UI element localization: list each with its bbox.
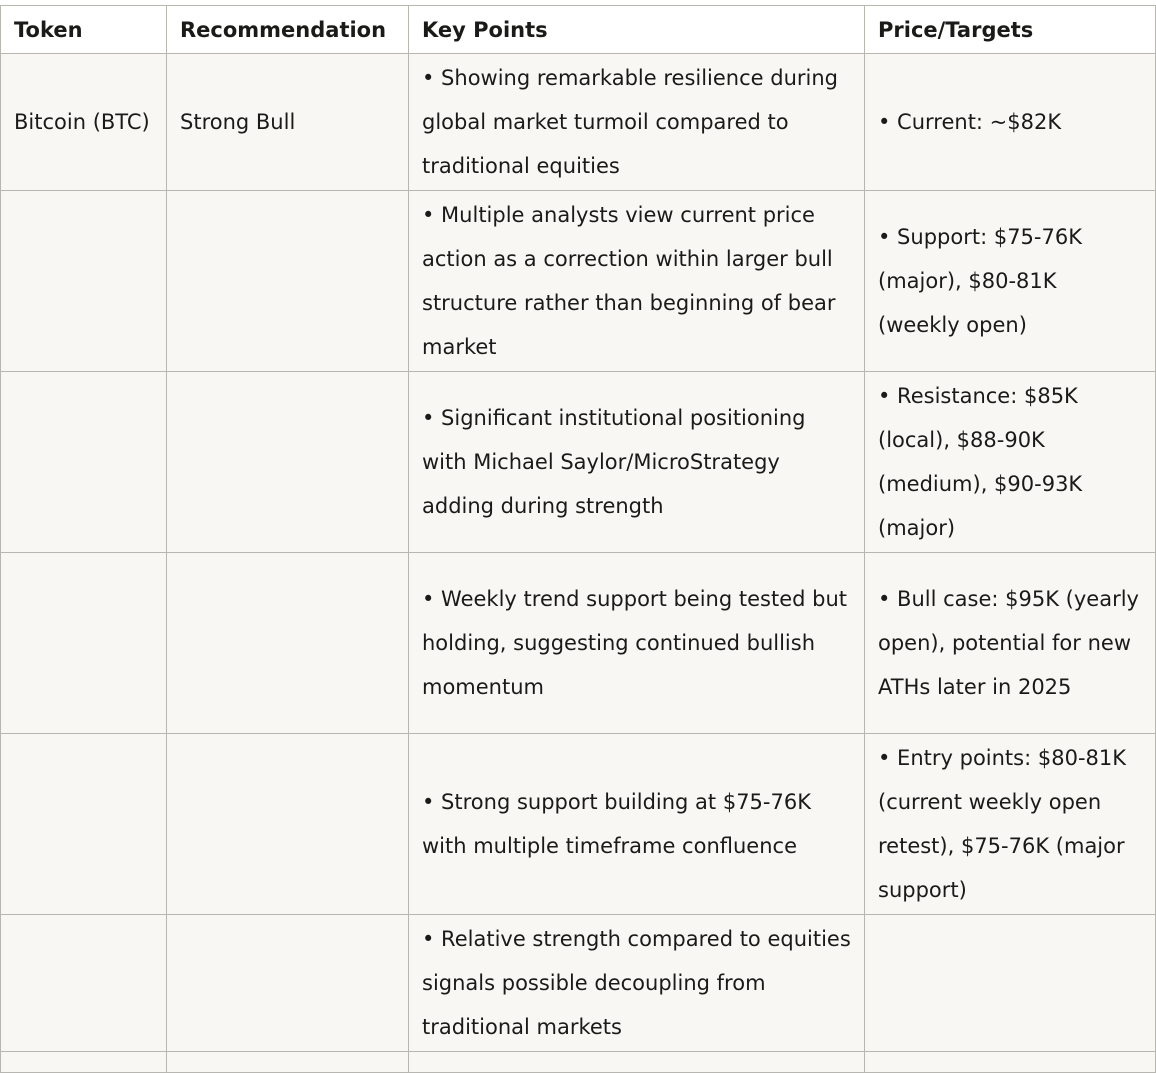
cell-key-point: • Relative strength compared to equities signals possible decoupling from traditional markets [409, 915, 865, 1052]
cell-price-target: • Entry points: $80-81K (current weekly open retest), $75-76K (major support) [865, 734, 1156, 915]
cell-recommendation [167, 191, 409, 372]
table-row-partial [1, 1052, 1156, 1073]
cell-token [1, 553, 167, 734]
cell-price-target: • Support: $75-76K (major), $80-81K (weekly open) [865, 191, 1156, 372]
cell-recommendation [167, 734, 409, 915]
cell-recommendation [167, 553, 409, 734]
cell-price-target: • Resistance: $85K (local), $88-90K (medium), $90-93K (major) [865, 372, 1156, 553]
cell-empty [167, 1052, 409, 1073]
table-row [1, 734, 1156, 915]
cell-token [1, 915, 167, 1052]
cell-token [1, 191, 167, 372]
cell-recommendation [167, 915, 409, 1052]
cell-recommendation [167, 372, 409, 553]
header-recommendation: Recommendation [167, 6, 409, 54]
table-container [0, 5, 1155, 1073]
cell-empty [865, 1052, 1156, 1073]
cell-empty [409, 1052, 865, 1073]
cell-key-point: • Significant institutional positioning with Michael Saylor/MicroStrategy adding during strength [409, 372, 865, 553]
cell-key-point: • Multiple analysts view current price action as a correction within larger bull structure rather than beginning of bear market [409, 191, 865, 372]
header-key-points: Key Points [409, 6, 865, 54]
cell-key-point: • Showing remarkable resilience during global market turmoil compared to traditional equities [409, 54, 865, 191]
header-row [1, 6, 1156, 54]
table-row [1, 191, 1156, 372]
cell-token [1, 372, 167, 553]
cell-recommendation: Strong Bull [167, 54, 409, 191]
table-row [1, 553, 1156, 734]
table-row [1, 915, 1156, 1052]
cell-token: Bitcoin (BTC) [1, 54, 167, 191]
cell-empty [1, 1052, 167, 1073]
header-token: Token [1, 6, 167, 54]
cell-key-point: • Weekly trend support being tested but holding, suggesting continued bullish momentum [409, 553, 865, 734]
table-row [1, 372, 1156, 553]
header-price-targets: Price/Targets [865, 6, 1156, 54]
cell-price-target: • Current: ~$82K [865, 54, 1156, 191]
cell-key-point: • Strong support building at $75-76K with multiple timeframe confluence [409, 734, 865, 915]
cell-price-target: • Bull case: $95K (yearly open), potential for new ATHs later in 2025 [865, 553, 1156, 734]
table-row [1, 54, 1156, 191]
cell-price-target [865, 915, 1156, 1052]
cell-token [1, 734, 167, 915]
recommendation-table [0, 5, 1156, 1073]
